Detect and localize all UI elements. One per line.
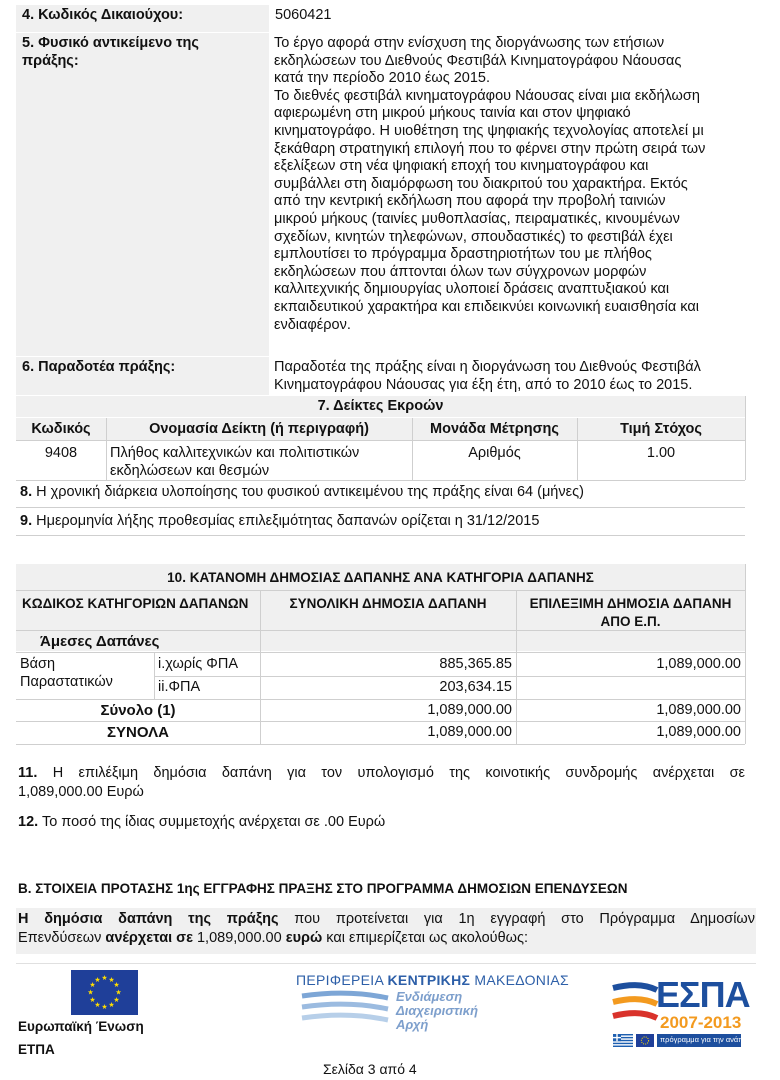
divider (16, 507, 745, 508)
text-line: εκδηλώσεων που άπτονται όλων των σύγχρονων μορφών (274, 263, 647, 280)
svg-text:★: ★ (89, 981, 96, 989)
espa-years: 2007-2013 (660, 1013, 742, 1032)
text-line: εκδηλώσεων του Διεθνούς Φεστιβάλ Κινηματογράφου Νάουσας (274, 52, 682, 69)
section-b-text: που προτείνεται για 1η εγγραφή στο Πρόγραμμα Δημοσίων (278, 911, 755, 927)
section8-number: 8. (20, 484, 33, 500)
section11-amount: 1,089,000.00 Ευρώ (18, 784, 144, 800)
text-line: κατά την περίοδο 2010 έως 2015. (274, 70, 490, 87)
eu-flag-logo (71, 970, 138, 1015)
text-line: εξελίξεων στη νέα ψηφιακή εποχή του κινηματογράφου και (274, 158, 649, 175)
region-prefix: ΠΕΡΙΦΕΡΕΙΑ (296, 972, 388, 988)
espa-tagline: πρόγραμμα για την ανάπτυξη (660, 1035, 759, 1044)
indicator-name (106, 443, 412, 482)
svg-text:★: ★ (87, 988, 94, 997)
svg-text:★: ★ (94, 1001, 101, 1009)
svg-text:★: ★ (108, 1001, 115, 1009)
region-title (296, 972, 569, 988)
divider (16, 535, 745, 536)
divider (516, 591, 517, 744)
region-suffix: ΜΑΚΕΔΟΝΙΑΣ (470, 972, 569, 988)
espa-title: ΕΣΠΑ (656, 974, 750, 1015)
section-b-bold: Η δημόσια δαπάνη της πράξης (18, 911, 279, 927)
section8 (16, 482, 756, 504)
sub2-total: 203,634.15 (439, 679, 512, 695)
section-b-line (18, 929, 755, 948)
svg-text:★: ★ (108, 976, 115, 984)
sum1-label: Σύνολο (1) (100, 702, 176, 719)
divider (16, 652, 745, 653)
divider (16, 630, 745, 631)
footer-divider (16, 963, 756, 964)
section5-label: 5. Φυσικό αντικείμενο της πράξης: (22, 35, 199, 69)
section4-value: 5060421 (275, 7, 332, 23)
totals-eligible: 1,089,000.00 (656, 724, 741, 740)
direct-expenses-label: Άμεσες Δαπάνες (40, 633, 160, 650)
greek-flag-icon (613, 1034, 633, 1047)
divider (745, 396, 746, 480)
mgmt-line: Ενδιάμεση (396, 989, 463, 1004)
section5-label-cell (16, 33, 269, 356)
expense-col-total: ΣΥΝΟΛΙΚΗ ΔΗΜΟΣΙΑ ΔΑΠΑΝΗ (289, 596, 487, 611)
section12 (18, 813, 745, 832)
sub2-label: ii.ΦΠΑ (158, 679, 201, 695)
svg-text:★: ★ (113, 981, 120, 989)
totals-label: ΣΥΝΟΛΑ (107, 724, 169, 741)
indicator-col-unit: Μονάδα Μέτρησης (430, 421, 559, 437)
text-line: ενδιαφέρον. (274, 316, 351, 333)
svg-text:★: ★ (94, 976, 101, 984)
indicator-unit: Αριθμός (468, 445, 521, 461)
svg-text:★: ★ (113, 996, 120, 1004)
divider (106, 418, 107, 480)
section11-text: Η επιλέξιμη δημόσια δαπάνη για τον υπολογισμό της κοινοτικής συνδρομής ανέρχεται σε (37, 765, 745, 781)
section9 (16, 511, 756, 533)
section11-number: 11. (18, 765, 38, 781)
svg-text:★: ★ (101, 1003, 108, 1011)
region-swoosh-logo (300, 990, 390, 1030)
divider (154, 676, 745, 677)
mgmt-line: Αρχή (396, 1017, 429, 1032)
expense-col-eligible-line: ΕΠΙΛΕΞΙΜΗ ΔΗΜΟΣΙΑ ΔΑΠΑΝΗ (529, 596, 732, 611)
divider (154, 653, 155, 699)
section9-number: 9. (20, 513, 33, 529)
indicator-target: 1.00 (646, 445, 676, 461)
base-docs-line: Βάση (20, 656, 56, 672)
sum1-eligible: 1,089,000.00 (656, 702, 741, 718)
expense-col-eligible-line: ΑΠΟ Ε.Π. (600, 613, 661, 629)
section-b-text: και επιμερίζεται ως ακολούθως: (322, 930, 528, 946)
svg-text:★: ★ (115, 988, 122, 997)
divider (260, 591, 261, 744)
section12-text: Το ποσό της ίδιας συμμετοχής ανέρχεται σε .00 Ευρώ (38, 814, 386, 830)
divider (745, 564, 746, 744)
expense-col-eligible (516, 593, 745, 632)
section6-label: 6. Παραδοτέα πράξης: (22, 359, 176, 375)
text-line: Παραδοτέα της πράξης είναι η διοργάνωση του Διεθνούς Φεστιβάλ (274, 359, 701, 375)
divider (16, 744, 745, 745)
section8-text: Η χρονική διάρκεια υλοποίησης του φυσικού αντικειμένου της πράξης είναι 64 (μήνες) (32, 484, 584, 500)
divider (577, 418, 578, 480)
text-line: Κινηματογράφου Νάουσας για έξη έτη, από το 2010 έως το 2015. (274, 376, 693, 393)
base-docs-label (16, 654, 154, 693)
espa-swoosh-logo (611, 980, 659, 1030)
text-line: μικρού μήκους (ταινίες μυθοπλασίας, πειραματικές, κινουμένων (274, 210, 680, 227)
section4-label: 4. Κωδικός Δικαιούχου: (22, 7, 184, 23)
section-b-bold: ευρώ (285, 930, 323, 946)
text-line: εκπαιδευτικού χαρακτήρα και επιδεικνύει κοινωνική ευαισθησία και (274, 298, 699, 315)
sub1-eligible: 1,089,000.00 (656, 656, 741, 672)
section-b-paragraph (18, 910, 755, 948)
sub1-label: i.χωρίς ΦΠΑ (158, 656, 238, 672)
section11-line (18, 764, 745, 783)
text-line: κινηματογράφο. Η υιοθέτηση της ψηφιακής τεχνολογίας αποτελεί μι (274, 122, 704, 139)
sum1-total: 1,089,000.00 (427, 702, 512, 718)
indicator-code: 9408 (44, 445, 78, 461)
text-line: Το διεθνές φεστιβάλ κινηματογράφου Νάουσας είναι μια εκδήλωση (274, 87, 700, 104)
text-line: συμβάλλει στη διαμόρφωση του διακριτού του χαρακτήρα. Εκτός (274, 175, 688, 192)
section6-text (274, 359, 754, 394)
indicator-col-target: Τιμή Στόχος (620, 421, 702, 437)
svg-text:★: ★ (89, 996, 96, 1004)
totals-total: 1,089,000.00 (427, 724, 512, 740)
divider (412, 418, 413, 480)
text-line: Το έργο αφορά στην ενίσχυση της διοργάνωσης των ετήσιων (274, 35, 665, 51)
divider (16, 590, 745, 591)
expense-col-category: ΚΩΔΙΚΟΣ ΚΑΤΗΓΟΡΙΩΝ ΔΑΠΑΝΩΝ (22, 596, 249, 611)
managing-authority (396, 990, 478, 1032)
text-line: αφιερωμένη στη μικρού μήκους ταινία και στον ψηφιακό (274, 105, 631, 122)
divider (16, 480, 745, 481)
section5-text (274, 35, 754, 334)
section-b-line (18, 910, 755, 929)
divider (16, 440, 745, 441)
divider (16, 721, 745, 722)
mgmt-line: Διαχειριστική (396, 1003, 479, 1018)
indicator-col-name: Ονομασία Δείκτη (ή περιγραφή) (149, 421, 369, 437)
section-b-text: Επενδύσεων (18, 930, 106, 946)
text-line: ξεκάθαρη στρατηγική επιλογή που το φέρνει στην πρώτη σειρά των (274, 140, 706, 157)
section-b-text: 1,089,000.00 (192, 930, 286, 946)
region-bold: ΚΕΝΤΡΙΚΗΣ (387, 972, 471, 988)
section10-title: 10. ΚΑΤΑΝΟΜΗ ΔΗΜΟΣΙΑΣ ΔΑΠΑΝΗΣ ΑΝΑ ΚΑΤΗΓΟΡΙΑ ΔΑΠΑΝΗΣ (167, 570, 594, 585)
eu-flag-small-icon (636, 1034, 654, 1047)
etpa-label: ΕΤΠΑ (18, 1042, 55, 1057)
text-line: καλλιτεχνικής δημιουργίας υλοποιεί δράσεις αναπτυξιακού και (274, 281, 670, 298)
section11 (18, 764, 745, 802)
text-line: σχεδίων, κινητών τηλεφώνων, σπουδαστικές) το φεστιβάλ έχει (274, 228, 673, 245)
section-b-bold: ανέρχεται σε (105, 930, 193, 946)
section-b-heading: Β. ΣΤΟΙΧΕΙΑ ΠΡΟΤΑΣΗΣ 1ης ΕΓΓΡΑΦΗΣ ΠΡΑΞΗΣ ΣΤΟ ΠΡΟΓΡΑΜΜΑ ΔΗΜΟΣΙΩΝ ΕΠΕΝΔΥΣΕΩΝ (18, 881, 628, 896)
text-line: εμπλουτίσει το πρόγραμμα δραστηριοτήτων του με πλήθος (274, 246, 652, 263)
svg-text:★: ★ (101, 974, 108, 982)
eu-label: Ευρωπαϊκή Ένωση (18, 1019, 144, 1034)
text-line: από την κεντρική εκδήλωση που αφορά την προβολή ταινιών (274, 193, 666, 210)
indicator-col-code: Κωδικός (31, 421, 91, 437)
sub1-total: 885,365.85 (439, 656, 512, 672)
section9-text: Ημερομηνία λήξης προθεσμίας επιλεξιμότητας δαπανών ορίζεται η 31/12/2015 (32, 513, 540, 529)
base-docs-line: Παραστατικών (20, 673, 113, 690)
indicator-name-line: εκδηλώσεων και θεσμών (110, 462, 270, 479)
indicator-name-line: Πλήθος καλλιτεχνικών και πολιτιστικών (110, 445, 360, 461)
section7-title: 7. Δείκτες Εκροών (317, 398, 444, 414)
page-number: Σελίδα 3 από 4 (323, 1061, 417, 1077)
section12-number: 12. (18, 814, 39, 830)
divider (16, 699, 745, 700)
